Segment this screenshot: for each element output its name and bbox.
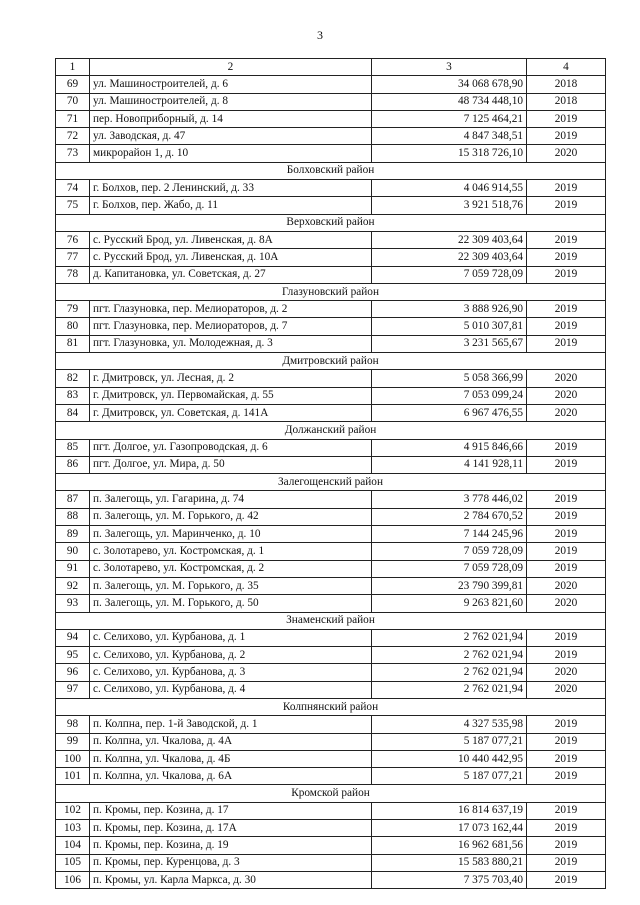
year-cell: 2019 bbox=[527, 768, 606, 785]
row-number: 82 bbox=[56, 370, 90, 387]
table-row bbox=[56, 508, 606, 525]
table-row bbox=[56, 387, 606, 404]
cost-cell: 5 010 307,81 bbox=[372, 318, 527, 335]
row-number: 75 bbox=[56, 197, 90, 214]
table-row bbox=[56, 335, 606, 352]
cost-cell: 5 187 077,21 bbox=[372, 768, 527, 785]
row-number: 93 bbox=[56, 595, 90, 612]
address-cell: с. Селихово, ул. Курбанова, д. 4 bbox=[90, 681, 372, 698]
row-number: 94 bbox=[56, 629, 90, 646]
address-cell: пгт. Глазуновка, пер. Мелиораторов, д. 7 bbox=[90, 318, 372, 335]
year-cell: 2018 bbox=[527, 93, 606, 110]
cost-cell: 16 962 681,56 bbox=[372, 837, 527, 854]
address-cell: пгт. Долгое, ул. Мира, д. 50 bbox=[90, 456, 372, 473]
address-cell: г. Дмитровск, ул. Лесная, д. 2 bbox=[90, 370, 372, 387]
address-cell: п. Залегощь, ул. М. Горького, д. 50 bbox=[90, 595, 372, 612]
address-cell: п. Колпна, ул. Чкалова, д. 4Б bbox=[90, 750, 372, 767]
year-cell: 2019 bbox=[527, 526, 606, 543]
address-cell: п. Кромы, пер. Козина, д. 17А bbox=[90, 820, 372, 837]
cost-cell: 5 058 366,99 bbox=[372, 370, 527, 387]
row-number: 100 bbox=[56, 750, 90, 767]
row-number: 70 bbox=[56, 93, 90, 110]
column-number-header: 4 bbox=[527, 59, 606, 76]
row-number: 73 bbox=[56, 145, 90, 162]
year-cell: 2020 bbox=[527, 681, 606, 698]
district-header-row bbox=[56, 283, 606, 300]
row-number: 80 bbox=[56, 318, 90, 335]
year-cell: 2019 bbox=[527, 854, 606, 871]
address-cell: ул. Заводская, д. 47 bbox=[90, 128, 372, 145]
year-cell: 2019 bbox=[527, 231, 606, 248]
address-cell: п. Колпна, пер. 1-й Заводской, д. 1 bbox=[90, 716, 372, 733]
year-cell: 2018 bbox=[527, 76, 606, 93]
year-cell: 2019 bbox=[527, 508, 606, 525]
cost-cell: 15 583 880,21 bbox=[372, 854, 527, 871]
column-number-header: 2 bbox=[90, 59, 372, 76]
register-table bbox=[55, 58, 606, 889]
table-row bbox=[56, 128, 606, 145]
year-cell: 2020 bbox=[527, 145, 606, 162]
address-cell: с. Селихово, ул. Курбанова, д. 2 bbox=[90, 647, 372, 664]
cost-cell: 17 073 162,44 bbox=[372, 820, 527, 837]
district-name: Глазуновский район bbox=[56, 283, 606, 300]
year-cell: 2019 bbox=[527, 837, 606, 854]
table-row bbox=[56, 456, 606, 473]
year-cell: 2019 bbox=[527, 335, 606, 352]
table-row bbox=[56, 180, 606, 197]
address-cell: с. Русский Брод, ул. Ливенская, д. 10А bbox=[90, 249, 372, 266]
year-cell: 2019 bbox=[527, 318, 606, 335]
table-row bbox=[56, 231, 606, 248]
year-cell: 2019 bbox=[527, 733, 606, 750]
table-row bbox=[56, 110, 606, 127]
register-table-body bbox=[56, 59, 606, 889]
year-cell: 2020 bbox=[527, 595, 606, 612]
address-cell: пер. Новоприборный, д. 14 bbox=[90, 110, 372, 127]
row-number: 104 bbox=[56, 837, 90, 854]
year-cell: 2019 bbox=[527, 871, 606, 888]
district-header-row bbox=[56, 698, 606, 715]
address-cell: п. Кромы, ул. Карла Маркса, д. 30 bbox=[90, 871, 372, 888]
cost-cell: 3 888 926,90 bbox=[372, 301, 527, 318]
table-row bbox=[56, 266, 606, 283]
address-cell: п. Залегощь, ул. Маринченко, д. 10 bbox=[90, 526, 372, 543]
district-header-row bbox=[56, 474, 606, 491]
row-number: 96 bbox=[56, 664, 90, 681]
column-number-row bbox=[56, 59, 606, 76]
cost-cell: 7 375 703,40 bbox=[372, 871, 527, 888]
year-cell: 2019 bbox=[527, 543, 606, 560]
table-row bbox=[56, 733, 606, 750]
row-number: 79 bbox=[56, 301, 90, 318]
year-cell: 2020 bbox=[527, 577, 606, 594]
address-cell: г. Болхов, пер. Жабо, д. 11 bbox=[90, 197, 372, 214]
cost-cell: 7 053 099,24 bbox=[372, 387, 527, 404]
table-row bbox=[56, 76, 606, 93]
row-number: 87 bbox=[56, 491, 90, 508]
row-number: 71 bbox=[56, 110, 90, 127]
row-number: 86 bbox=[56, 456, 90, 473]
cost-cell: 6 967 476,55 bbox=[372, 404, 527, 421]
address-cell: с. Русский Брод, ул. Ливенская, д. 8А bbox=[90, 231, 372, 248]
address-cell: г. Дмитровск, ул. Первомайская, д. 55 bbox=[90, 387, 372, 404]
row-number: 84 bbox=[56, 404, 90, 421]
cost-cell: 7 125 464,21 bbox=[372, 110, 527, 127]
district-header-row bbox=[56, 785, 606, 802]
address-cell: г. Болхов, пер. 2 Ленинский, д. 33 bbox=[90, 180, 372, 197]
year-cell: 2019 bbox=[527, 128, 606, 145]
table-row bbox=[56, 837, 606, 854]
table-row bbox=[56, 93, 606, 110]
district-header-row bbox=[56, 353, 606, 370]
row-number: 105 bbox=[56, 854, 90, 871]
address-cell: п. Кромы, пер. Куренцова, д. 3 bbox=[90, 854, 372, 871]
address-cell: с. Золотарево, ул. Костромская, д. 2 bbox=[90, 560, 372, 577]
row-number: 85 bbox=[56, 439, 90, 456]
cost-cell: 2 784 670,52 bbox=[372, 508, 527, 525]
cost-cell: 10 440 442,95 bbox=[372, 750, 527, 767]
cost-cell: 2 762 021,94 bbox=[372, 629, 527, 646]
cost-cell: 7 059 728,09 bbox=[372, 560, 527, 577]
table-row bbox=[56, 871, 606, 888]
cost-cell: 4 046 914,55 bbox=[372, 180, 527, 197]
address-cell: п. Кромы, пер. Козина, д. 19 bbox=[90, 837, 372, 854]
column-number-header: 3 bbox=[372, 59, 527, 76]
year-cell: 2019 bbox=[527, 647, 606, 664]
cost-cell: 2 762 021,94 bbox=[372, 664, 527, 681]
district-name: Колпнянский район bbox=[56, 698, 606, 715]
row-number: 98 bbox=[56, 716, 90, 733]
table-row bbox=[56, 543, 606, 560]
cost-cell: 34 068 678,90 bbox=[372, 76, 527, 93]
table-row bbox=[56, 716, 606, 733]
address-cell: пгт. Глазуновка, пер. Мелиораторов, д. 2 bbox=[90, 301, 372, 318]
row-number: 74 bbox=[56, 180, 90, 197]
row-number: 102 bbox=[56, 802, 90, 819]
year-cell: 2019 bbox=[527, 629, 606, 646]
table-row bbox=[56, 768, 606, 785]
row-number: 95 bbox=[56, 647, 90, 664]
year-cell: 2019 bbox=[527, 491, 606, 508]
table-row bbox=[56, 750, 606, 767]
year-cell: 2019 bbox=[527, 820, 606, 837]
year-cell: 2019 bbox=[527, 197, 606, 214]
table-row bbox=[56, 439, 606, 456]
cost-cell: 4 915 846,66 bbox=[372, 439, 527, 456]
table-row bbox=[56, 577, 606, 594]
table-row bbox=[56, 145, 606, 162]
year-cell: 2020 bbox=[527, 404, 606, 421]
district-header-row bbox=[56, 612, 606, 629]
cost-cell: 22 309 403,64 bbox=[372, 249, 527, 266]
address-cell: с. Золотарево, ул. Костромская, д. 1 bbox=[90, 543, 372, 560]
row-number: 103 bbox=[56, 820, 90, 837]
row-number: 77 bbox=[56, 249, 90, 266]
year-cell: 2019 bbox=[527, 456, 606, 473]
row-number: 83 bbox=[56, 387, 90, 404]
row-number: 92 bbox=[56, 577, 90, 594]
year-cell: 2019 bbox=[527, 110, 606, 127]
year-cell: 2019 bbox=[527, 802, 606, 819]
row-number: 101 bbox=[56, 768, 90, 785]
district-name: Верховский район bbox=[56, 214, 606, 231]
table-row bbox=[56, 629, 606, 646]
address-cell: пгт. Долгое, ул. Газопроводская, д. 6 bbox=[90, 439, 372, 456]
row-number: 72 bbox=[56, 128, 90, 145]
district-name: Знаменский район bbox=[56, 612, 606, 629]
district-header-row bbox=[56, 422, 606, 439]
table-row bbox=[56, 197, 606, 214]
row-number: 90 bbox=[56, 543, 90, 560]
table-row bbox=[56, 664, 606, 681]
cost-cell: 4 141 928,11 bbox=[372, 456, 527, 473]
address-cell: п. Залегощь, ул. М. Горького, д. 42 bbox=[90, 508, 372, 525]
district-name: Болховский район bbox=[56, 162, 606, 179]
cost-cell: 48 734 448,10 bbox=[372, 93, 527, 110]
table-row bbox=[56, 370, 606, 387]
district-name: Дмитровский район bbox=[56, 353, 606, 370]
address-cell: п. Кромы, пер. Козина, д. 17 bbox=[90, 802, 372, 819]
year-cell: 2020 bbox=[527, 370, 606, 387]
year-cell: 2019 bbox=[527, 750, 606, 767]
cost-cell: 3 231 565,67 bbox=[372, 335, 527, 352]
row-number: 78 bbox=[56, 266, 90, 283]
year-cell: 2019 bbox=[527, 180, 606, 197]
year-cell: 2020 bbox=[527, 387, 606, 404]
address-cell: п. Колпна, ул. Чкалова, д. 6А bbox=[90, 768, 372, 785]
address-cell: п. Залегощь, ул. М. Горького, д. 35 bbox=[90, 577, 372, 594]
address-cell: пгт. Глазуновка, ул. Молодежная, д. 3 bbox=[90, 335, 372, 352]
table-row bbox=[56, 404, 606, 421]
cost-cell: 3 921 518,76 bbox=[372, 197, 527, 214]
row-number: 88 bbox=[56, 508, 90, 525]
address-cell: г. Дмитровск, ул. Советская, д. 141А bbox=[90, 404, 372, 421]
table-row bbox=[56, 560, 606, 577]
address-cell: п. Колпна, ул. Чкалова, д. 4А bbox=[90, 733, 372, 750]
district-name: Кромской район bbox=[56, 785, 606, 802]
row-number: 99 bbox=[56, 733, 90, 750]
cost-cell: 16 814 637,19 bbox=[372, 802, 527, 819]
column-number-header: 1 bbox=[56, 59, 90, 76]
row-number: 91 bbox=[56, 560, 90, 577]
year-cell: 2019 bbox=[527, 266, 606, 283]
year-cell: 2019 bbox=[527, 560, 606, 577]
year-cell: 2019 bbox=[527, 439, 606, 456]
address-cell: п. Залегощь, ул. Гагарина, д. 74 bbox=[90, 491, 372, 508]
table-row bbox=[56, 854, 606, 871]
year-cell: 2019 bbox=[527, 716, 606, 733]
table-row bbox=[56, 681, 606, 698]
address-cell: д. Капитановка, ул. Советская, д. 27 bbox=[90, 266, 372, 283]
address-cell: ул. Машиностроителей, д. 8 bbox=[90, 93, 372, 110]
row-number: 81 bbox=[56, 335, 90, 352]
table-row bbox=[56, 249, 606, 266]
cost-cell: 22 309 403,64 bbox=[372, 231, 527, 248]
cost-cell: 9 263 821,60 bbox=[372, 595, 527, 612]
district-header-row bbox=[56, 214, 606, 231]
row-number: 97 bbox=[56, 681, 90, 698]
table-row bbox=[56, 595, 606, 612]
table-row bbox=[56, 647, 606, 664]
year-cell: 2019 bbox=[527, 301, 606, 318]
district-header-row bbox=[56, 162, 606, 179]
cost-cell: 2 762 021,94 bbox=[372, 681, 527, 698]
page-number: 3 bbox=[317, 28, 323, 42]
table-row bbox=[56, 301, 606, 318]
address-cell: с. Селихово, ул. Курбанова, д. 1 bbox=[90, 629, 372, 646]
table-row bbox=[56, 318, 606, 335]
row-number: 69 bbox=[56, 76, 90, 93]
cost-cell: 7 059 728,09 bbox=[372, 266, 527, 283]
year-cell: 2020 bbox=[527, 664, 606, 681]
address-cell: ул. Машиностроителей, д. 6 bbox=[90, 76, 372, 93]
table-row bbox=[56, 820, 606, 837]
row-number: 106 bbox=[56, 871, 90, 888]
district-name: Залегощенский район bbox=[56, 474, 606, 491]
row-number: 89 bbox=[56, 526, 90, 543]
row-number: 76 bbox=[56, 231, 90, 248]
cost-cell: 4 847 348,51 bbox=[372, 128, 527, 145]
table-row bbox=[56, 526, 606, 543]
table-row bbox=[56, 802, 606, 819]
cost-cell: 2 762 021,94 bbox=[372, 647, 527, 664]
cost-cell: 7 059 728,09 bbox=[372, 543, 527, 560]
cost-cell: 23 790 399,81 bbox=[372, 577, 527, 594]
address-cell: микрорайон 1, д. 10 bbox=[90, 145, 372, 162]
table-row bbox=[56, 491, 606, 508]
district-name: Должанский район bbox=[56, 422, 606, 439]
cost-cell: 7 144 245,96 bbox=[372, 526, 527, 543]
cost-cell: 5 187 077,21 bbox=[372, 733, 527, 750]
cost-cell: 3 778 446,02 bbox=[372, 491, 527, 508]
year-cell: 2019 bbox=[527, 249, 606, 266]
cost-cell: 4 327 535,98 bbox=[372, 716, 527, 733]
address-cell: с. Селихово, ул. Курбанова, д. 3 bbox=[90, 664, 372, 681]
cost-cell: 15 318 726,10 bbox=[372, 145, 527, 162]
